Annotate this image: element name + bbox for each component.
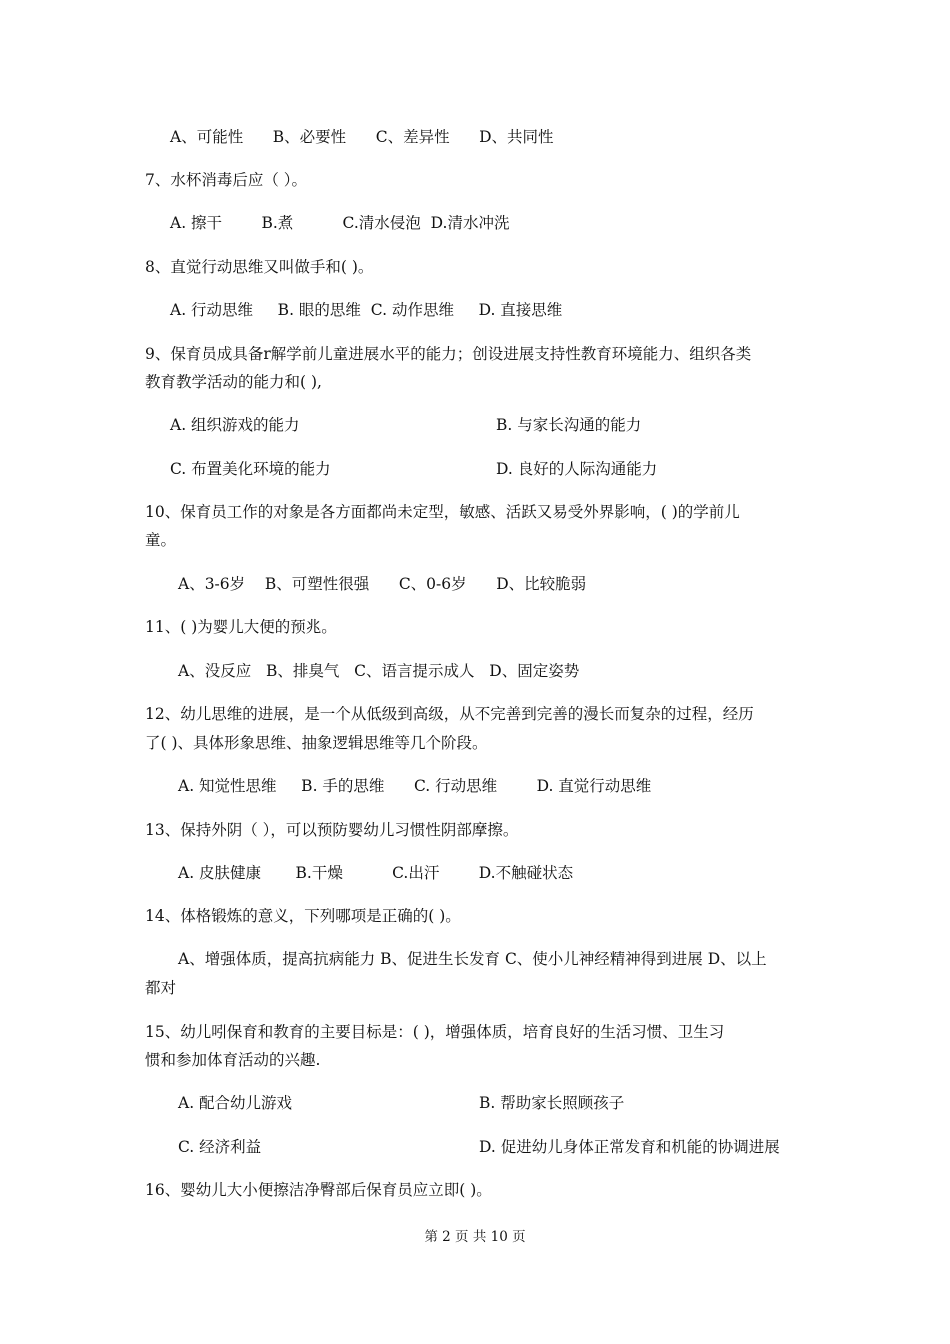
q9-question-line1: 9、保育员成具备r解学前儿童进展水平的能力；创设进展支持性教育环境能力、组织各类 <box>145 345 752 363</box>
q13-question: 13、保持外阴（ ），可以预防婴幼儿习惯性阴部摩擦。 <box>145 821 519 839</box>
q14-question: 14、体格锻炼的意义，下列哪项是正确的( )。 <box>145 907 461 925</box>
q9-option-b: B. 与家长沟通的能力 <box>496 416 642 434</box>
q9-option-a: A. 组织游戏的能力 <box>170 416 300 434</box>
q9-question-line2: 教育教学活动的能力和( ), <box>145 373 322 391</box>
q10-question-line1: 10、保育员工作的对象是各方面都尚未定型，敏感、活跃又易受外界影响，( )的学前儿 <box>145 503 740 521</box>
q9-option-c: C. 布置美化环境的能力 <box>170 460 331 478</box>
q8-options: A. 行动思维 B. 眼的思维 C. 动作思维 D. 直接思维 <box>170 301 563 319</box>
q15-question-line1: 15、幼儿吲保育和教育的主要目标是：( )，增强体质，培育良好的生活习惯、卫生习 <box>145 1023 725 1041</box>
q11-options: A、没反应 B、排臭气 C、语言提示成人 D、固定姿势 <box>178 662 580 680</box>
q10-question-line2: 童。 <box>145 531 177 549</box>
q15-option-d: D. 促进幼儿身体正常发育和机能的协调进展 <box>479 1138 780 1156</box>
q15-option-b: B. 帮助家长照顾孩子 <box>479 1094 625 1112</box>
q6-options: A、可能性 B、必要性 C、差异性 D、共同性 <box>170 128 554 146</box>
q13-options: A. 皮肤健康 B.干燥 C.出汗 D.不触碰状态 <box>178 864 574 882</box>
q12-question-line1: 12、幼儿思维的进展，是一个从低级到高级，从不完善到完善的漫长而复杂的过程，经历 <box>145 705 754 723</box>
q15-option-a: A. 配合幼儿游戏 <box>178 1094 293 1112</box>
q15-option-c: C. 经济利益 <box>178 1138 262 1156</box>
q8-question: 8、直觉行动思维又叫做手和( )。 <box>145 258 374 276</box>
q10-options: A、3-6岁 B、可塑性很强 C、0-6岁 D、比较脆弱 <box>178 575 587 593</box>
q12-options: A. 知觉性思维 B. 手的思维 C. 行动思维 D. 直觉行动思维 <box>178 777 652 795</box>
q12-question-line2: 了( )、具体形象思维、抽象逻辑思维等几个阶段。 <box>145 734 488 752</box>
q15-question-line2: 惯和参加体育活动的兴趣. <box>145 1051 321 1069</box>
q14-options-line2: 都对 <box>145 979 177 997</box>
q16-question: 16、婴幼儿大小便擦洁净臀部后保育员应立即( )。 <box>145 1181 492 1199</box>
q7-question: 7、水杯消毒后应（ ）。 <box>145 171 308 189</box>
q14-options-line1: A、增强体质，提高抗病能力 B、促进生长发育 C、使小儿神经精神得到进展 D、以上 <box>178 950 767 968</box>
q7-options: A. 擦干 B.煮 C.清水侵泡 D.清水冲洗 <box>170 214 510 232</box>
page-footer: 第 2 页 共 10 页 <box>424 1229 526 1245</box>
q9-option-d: D. 良好的人际沟通能力 <box>496 460 658 478</box>
q11-question: 11、( )为婴儿大便的预兆。 <box>145 618 337 636</box>
